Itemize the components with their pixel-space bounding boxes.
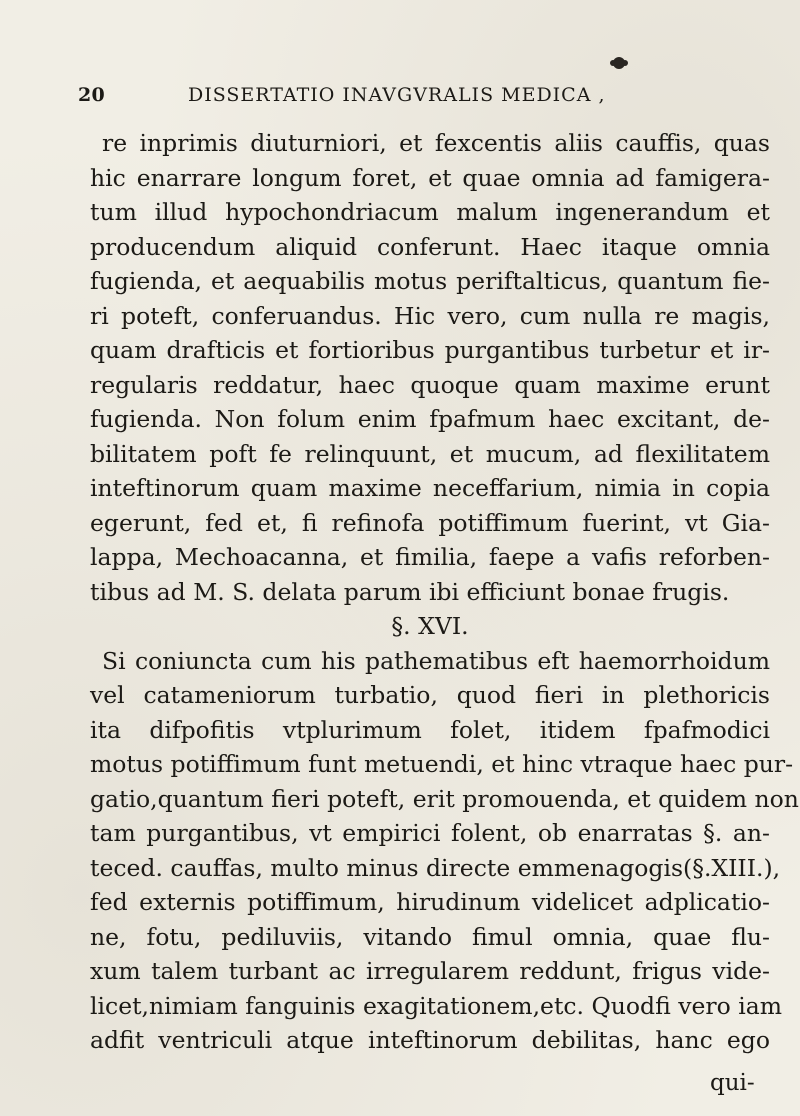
text-line: lappa, Mechoacanna, et fimilia, faepe a vafis reforben- xyxy=(90,543,770,571)
text-line: fugienda, et aequabilis motus periftalticus, quantum fie- xyxy=(90,267,770,295)
text-line: re inprimis diuturniori, et fexcentis aliis cauffis, quas xyxy=(102,129,770,157)
text-line: ri poteft, conferuandus. Hic vero, cum nulla re magis, xyxy=(90,301,770,330)
page-number: 20 xyxy=(78,84,106,106)
text-line: ita difpofitis vtplurimum folet, itidem fpafmodici xyxy=(90,715,770,744)
text-line: teced. cauffas, multo minus directe emmenagogis(§.XIII.), xyxy=(90,853,781,882)
catchword: qui- xyxy=(710,1070,755,1096)
text-line: regularis reddatur, haec quoque quam maxime erunt xyxy=(90,370,770,399)
text-line: xum talem turbant ac irregularem reddunt, frigus vide- xyxy=(90,957,770,985)
text-line: adfit ventriculi atque inteftinorum debilitas, hanc ego xyxy=(90,1026,770,1054)
text-line: quam drafticis et fortioribus purgantibus turbetur et ir- xyxy=(90,336,770,364)
text-line: licet,nimiam fanguinis exagitationem,etc. Quodfi vero iam xyxy=(90,991,783,1020)
text-line: ne, fotu, pediluviis, vitando fimul omnia, quae flu- xyxy=(90,922,770,951)
text-line: Si coniuncta cum his pathematibus eft haemorrhoidum xyxy=(102,646,770,675)
section-heading: §. XVI. xyxy=(391,612,469,640)
text-line: tum illud hypochondriacum malum ingenerandum et xyxy=(90,198,770,226)
text-line: bilitatem poft fe relinquunt, et mucum, ad flexilitatem xyxy=(90,439,770,468)
text-line: vel catameniorum turbatio, quod fieri in plethoricis xyxy=(90,681,770,709)
text-line: tibus ad M. S. delata parum ibi efficiunt bonae frugis. xyxy=(90,577,730,606)
text-line: fugienda. Non folum enim fpafmum haec excitant, de- xyxy=(90,405,770,433)
text-line: inteftinorum quam maxime neceffarium, nimia in copia xyxy=(90,474,770,502)
text-line: hic enarrare longum foret, et quae omnia ad famigera- xyxy=(90,163,770,192)
running-header xyxy=(78,84,678,114)
text-line: tam purgantibus, vt empirici folent, ob enarratas §. an- xyxy=(90,819,770,847)
text-line: gatio,quantum fieri poteft, erit promouenda, et quidem non xyxy=(90,784,799,813)
text-line: producendum aliquid conferunt. Haec itaque omnia xyxy=(90,232,770,261)
text-line: motus potiffimum funt metuendi, et hinc vtraque haec pur- xyxy=(90,750,794,778)
running-title: DISSERTATIO INAVGVRALIS MEDICA , xyxy=(188,84,606,106)
printer-ornament-icon xyxy=(608,52,630,74)
body-text xyxy=(90,126,799,1058)
text-line: egerunt, fed et, fi refinofa potiffimum fuerint, vt Gia- xyxy=(90,508,770,537)
text-line: fed externis potiffimum, hirudinum videlicet adplicatio- xyxy=(90,888,770,916)
